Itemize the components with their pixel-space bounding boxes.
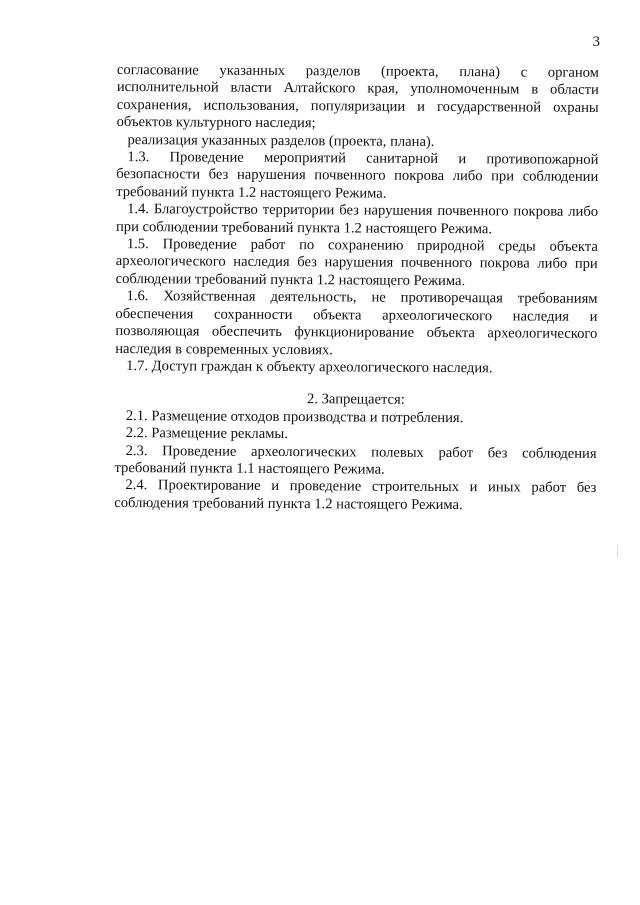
- paragraph-1-4: 1.4. Благоустройство территории без нарушения почвенного покрова либо при соблюдении требований пункта 1.2 настоящего Режима.: [115, 201, 599, 237]
- section-heading-prohibited: 2. Запрещается:: [307, 391, 405, 409]
- paragraph-2-4: 2.4. Проектирование и проведение строительных и иных работ без соблюдения требований пункта 1.2 настоящего Режима.: [114, 477, 597, 513]
- paragraph-2-1: 2.1. Размещение отходов производства и потребления.: [125, 407, 464, 426]
- paragraph-1-6: 1.6. Хозяйственная деятельность, не противоречащая требованиям обеспечения сохранности объекта археологического наследия и позволяющая обеспечить функционирование объекта археологического наследия в современных условиях.: [115, 288, 598, 358]
- paragraph-1-3: 1.3. Проведение мероприятий санитарной и противопожарной безопасности без нарушения почвенного покрова либо при соблюдении требований пункта 1.2 настоящего Режима.: [116, 149, 599, 202]
- document-body: [114, 62, 599, 515]
- paragraph-1-7: 1.7. Доступ граждан к объекту археологического наследия.: [126, 357, 493, 377]
- paragraph-approval: согласование указанных разделов (проекта, плана) с органом исполнительной власти Алтайского края, уполномоченным в области сохранения, использования, популяризации и государственной охраны объектов культурного наследия;: [116, 62, 599, 132]
- paragraph-1-5: 1.5. Проведение работ по сохранению природной среды объекта археологического наследия без нарушения почвенного покрова либо при соблюдении требований пункта 1.2 настоящего Режима.: [115, 236, 598, 290]
- page-number: 3: [592, 34, 600, 50]
- paragraph-2-2: 2.2. Размещение рекламы.: [125, 425, 288, 443]
- scan-mark: [617, 545, 618, 557]
- paragraph-2-3: 2.3. Проведение археологических полевых работ без соблюдения требований пункта 1.1 настоящего Режима.: [114, 442, 597, 478]
- paragraph-implementation: реализация указанных разделов (проекта, плана).: [127, 131, 435, 150]
